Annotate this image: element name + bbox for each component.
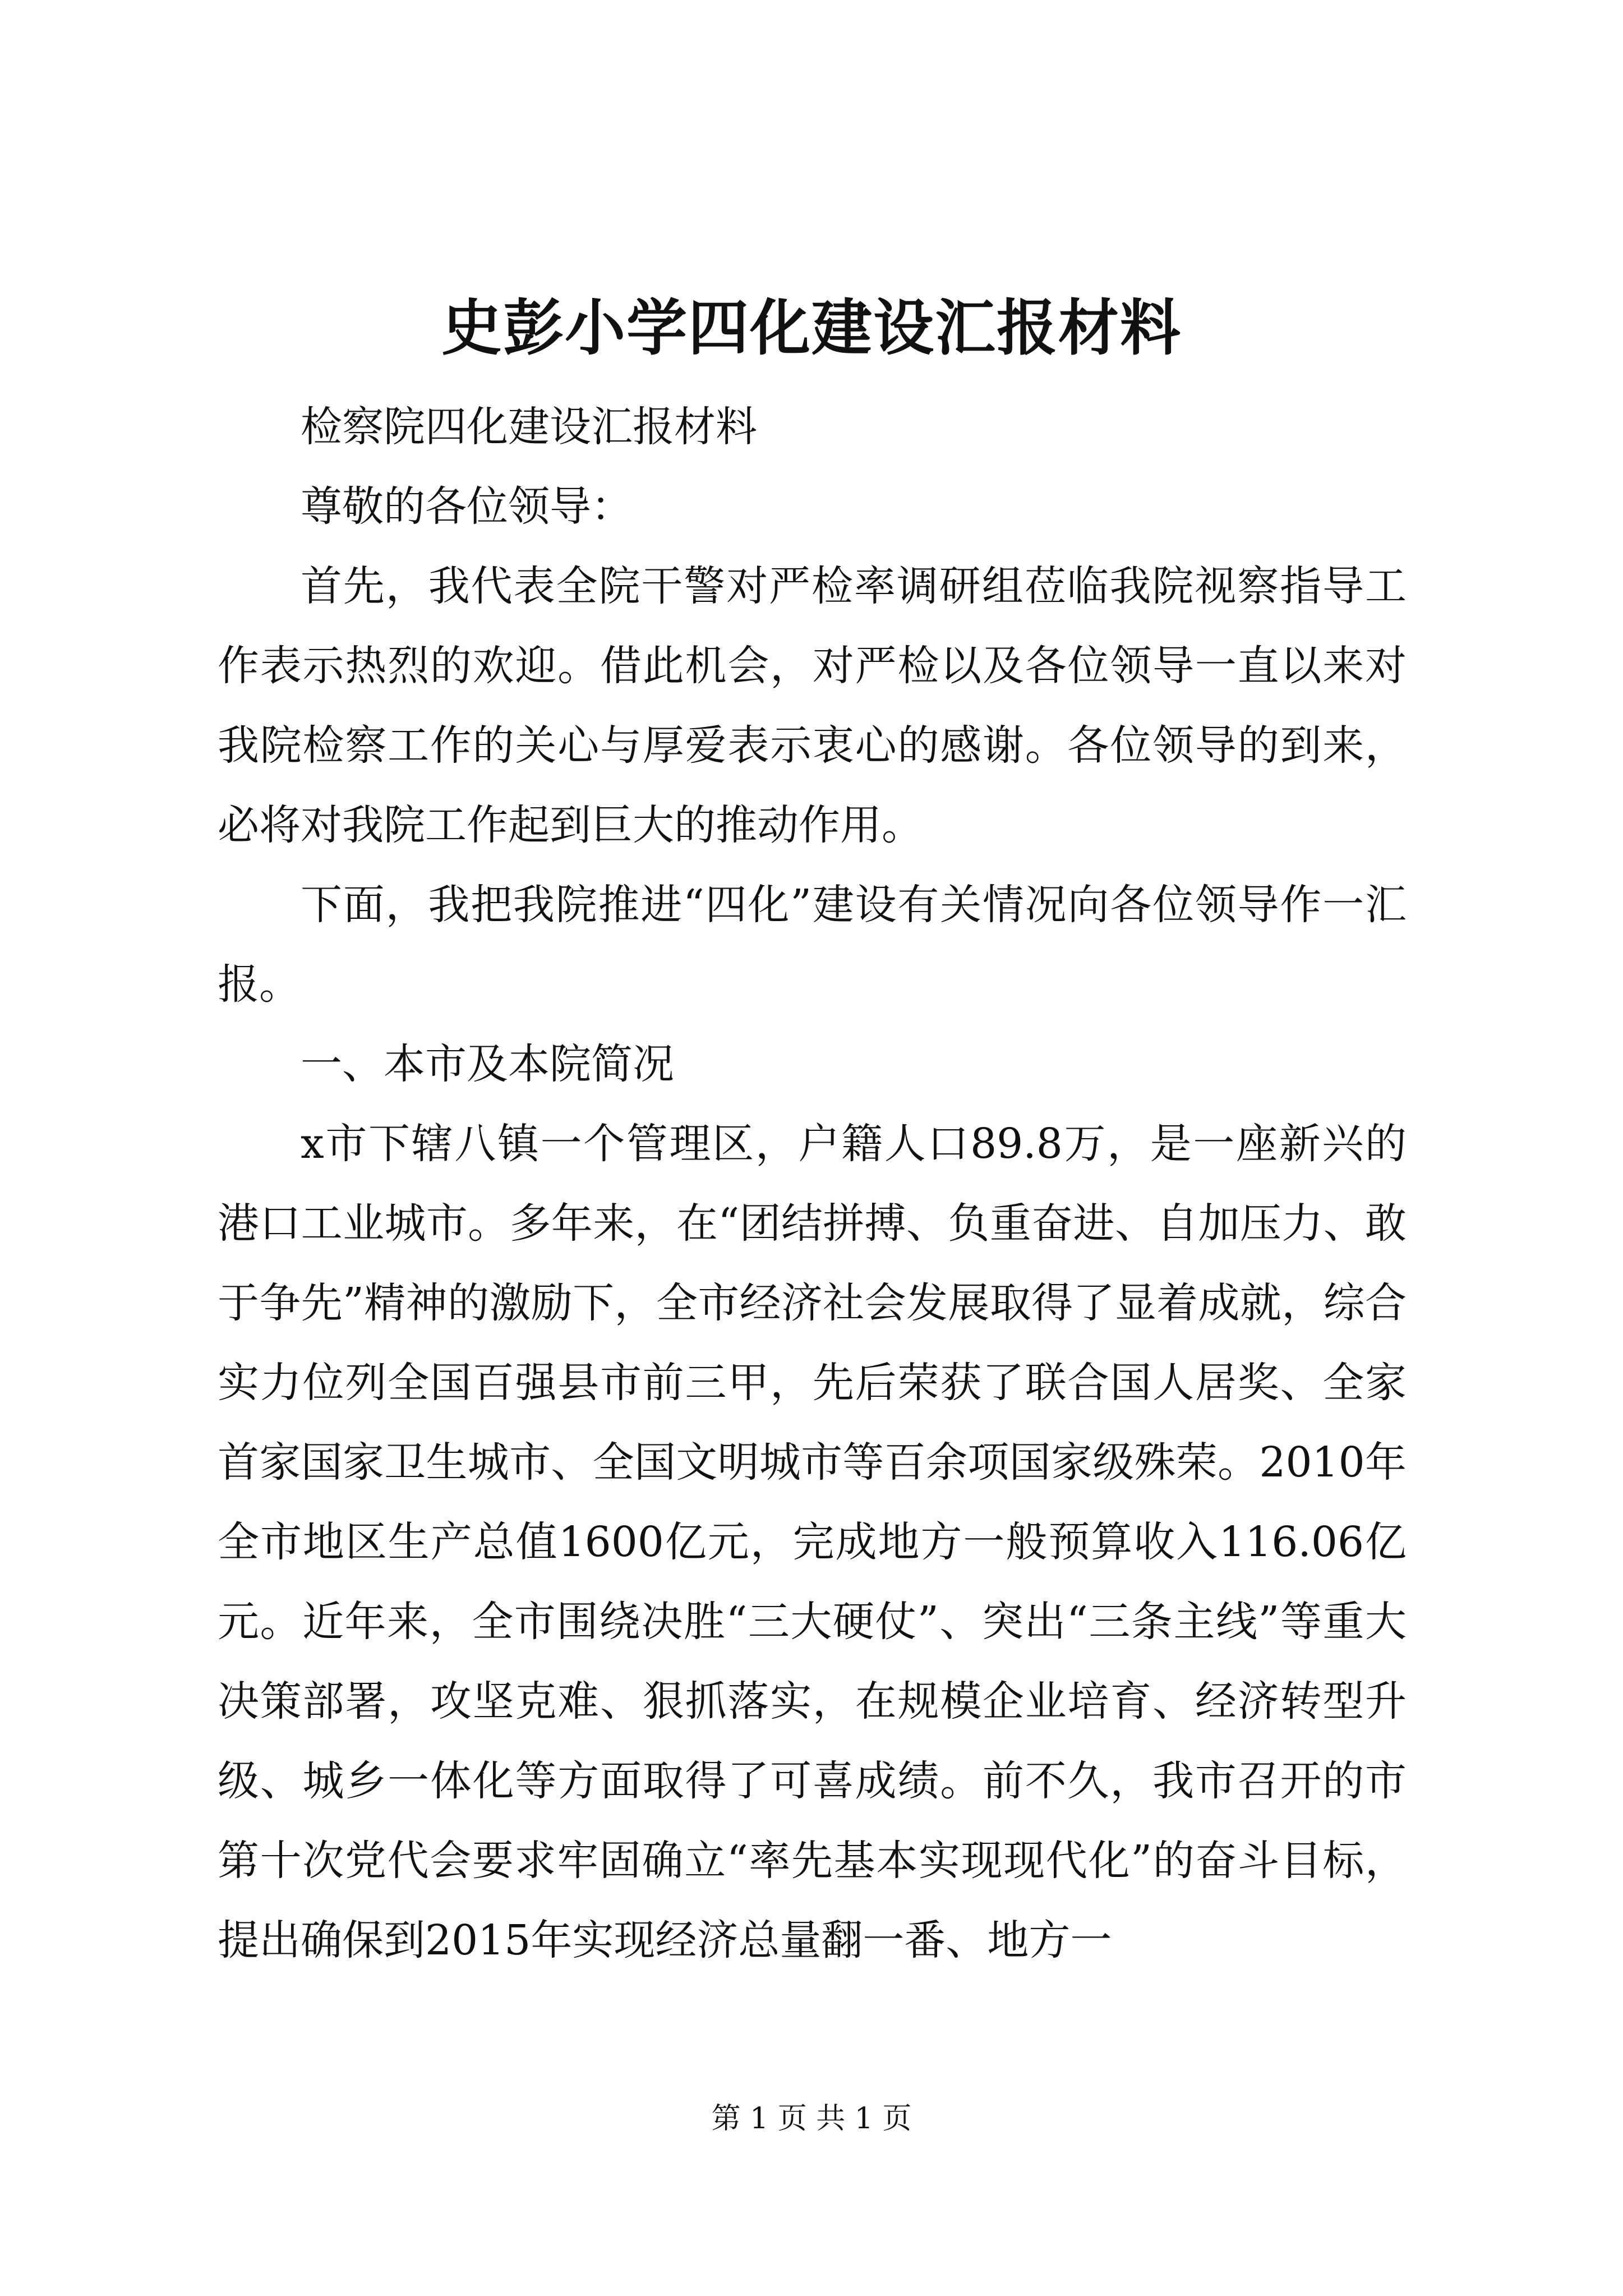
paragraph-city-overview: x市下辖八镇一个管理区，户籍人口89.8万，是一座新兴的港口工业城市。多年来，在“团结拼搏、负重奋进、自加压力、敢于争先”精神的激励下，全市经济社会发展取得了显着成就，综合实力位列全国百强县市前三甲，先后荣获了联合国人居奖、全家首家国家卫生城市、全国文明城市等百余项国家级殊荣。2010年全市地区生产总值1600亿元，完成地方一般预算收入116.06亿元。近年来，全市围绕决胜“三大硬仗”、突出“三条主线”等重大决策部署，攻坚克难、狠抓落实，在规模企业培育、经济转型升级、城乡一体化等方面取得了可喜成绩。前不久，我市召开的市第十次党代会要求牢固确立“率先基本实现现代化”的奋斗目标，提出确保到2015年实现经济总量翻一番、地方一 bbox=[218, 1120, 1407, 1964]
paragraph-welcome: 首先，我代表全院干警对严检率调研组莅临我院视察指导工作表示热烈的欢迎。借此机会，对严检以及各位领导一直以来对我院检察工作的关心与厚爱表示衷心的感谢。各位领导的到来，必将对我院工作起到巨大的推动作用。 bbox=[218, 562, 1407, 849]
section-heading-overview: 一、本市及本院简况 bbox=[301, 1040, 674, 1088]
document-title: 史彭小学四化建设汇报材料 bbox=[441, 293, 1182, 364]
paragraph-subtitle: 检察院四化建设汇报材料 bbox=[301, 403, 757, 451]
paragraph-introduction: 下面，我把我院推进“四化”建设有关情况向各位领导作一汇报。 bbox=[218, 881, 1407, 1009]
document-body bbox=[218, 387, 1407, 1980]
paragraph-salutation: 尊敬的各位领导： bbox=[301, 482, 633, 531]
page-number-footer: 第 1 页 共 1 页 bbox=[711, 2102, 912, 2136]
